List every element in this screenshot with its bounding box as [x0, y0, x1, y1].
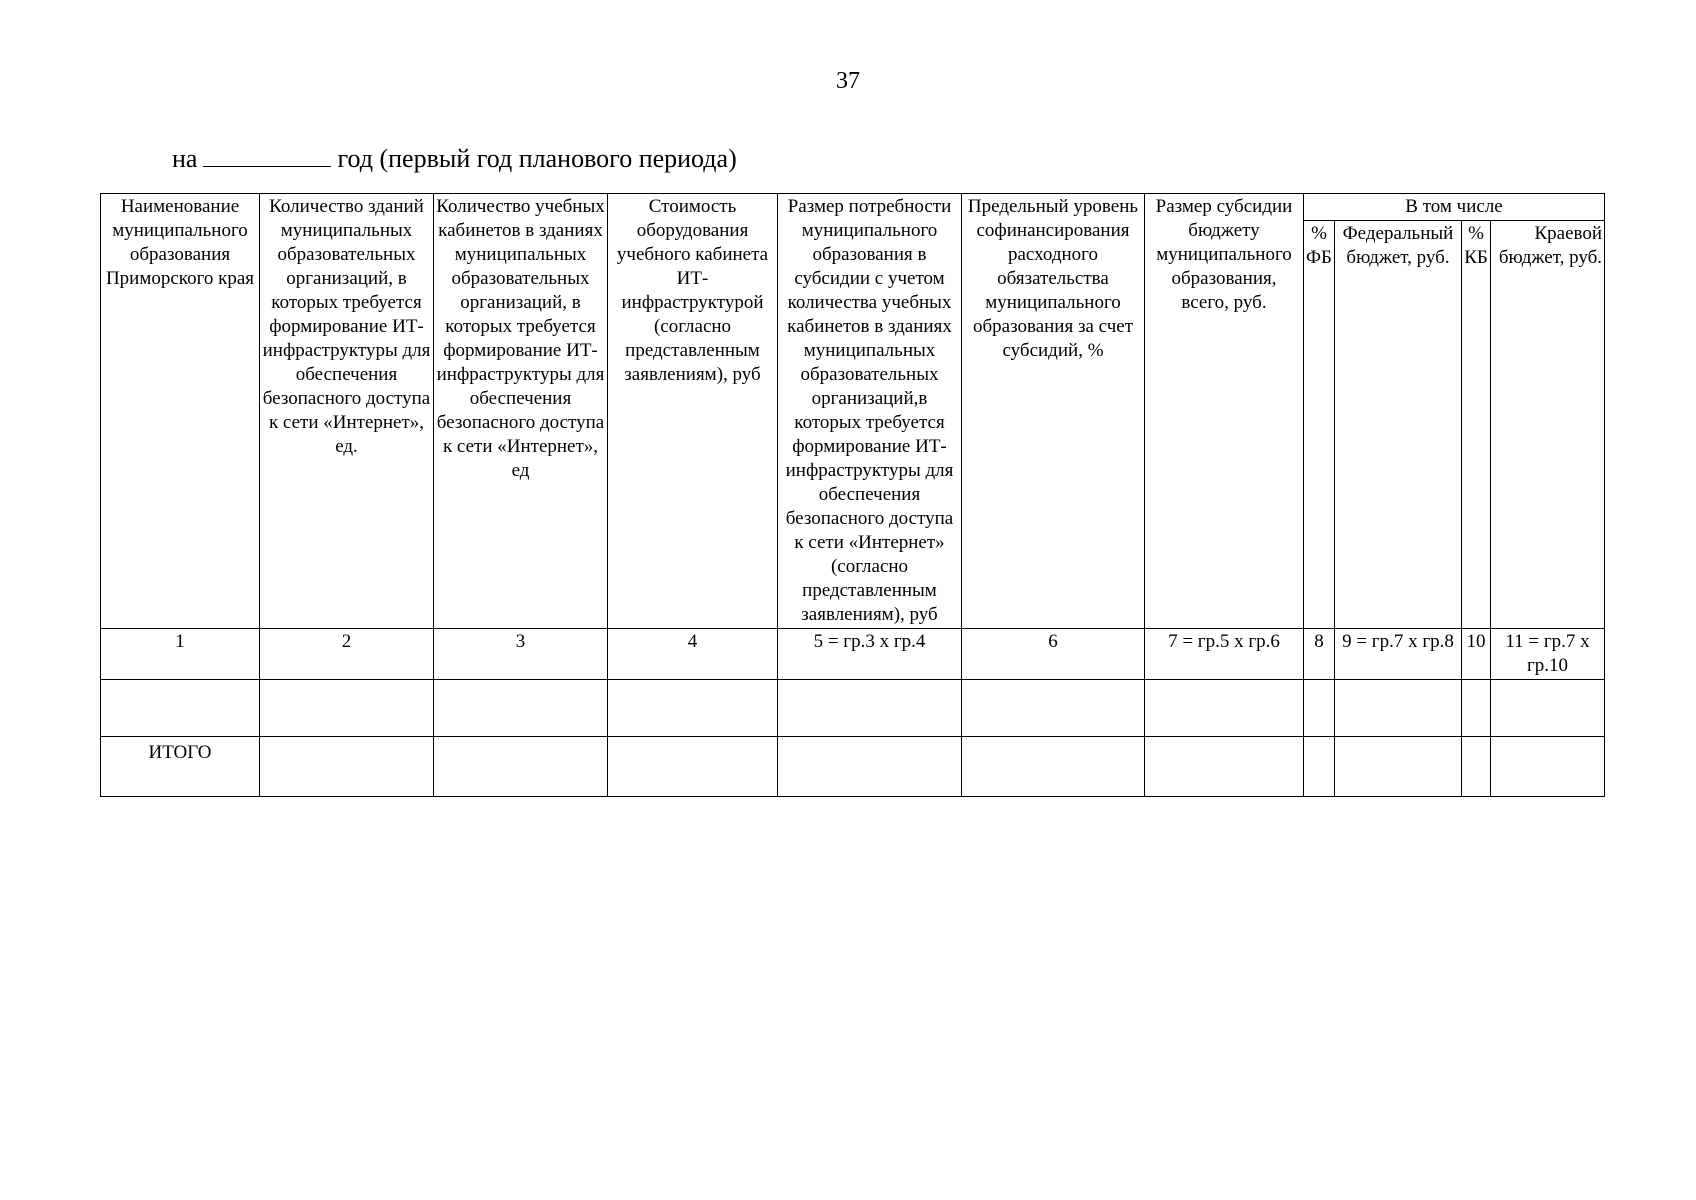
- numbering-row: [101, 629, 1605, 680]
- empty-cell: [962, 680, 1145, 737]
- column-header: Наименование муниципального образования Приморского края: [101, 194, 260, 629]
- empty-cell: [1491, 737, 1605, 797]
- subcolumn-header: % ФБ: [1304, 221, 1335, 629]
- column-number: 5 = гр.3 х гр.4: [778, 629, 962, 680]
- empty-cell: [1304, 737, 1335, 797]
- empty-cell: [1335, 737, 1462, 797]
- empty-cell: [101, 680, 260, 737]
- column-header: Размер потребности муниципального образования в субсидии с учетом количества учебных кабинетов в зданиях муниципальных образовательных организаций,в которых требуется формирование ИТ-инфраструктуры для обеспечения безопасного доступа к сети «Интернет» (согласно представленным заявлениям), руб: [778, 194, 962, 629]
- column-number: 6: [962, 629, 1145, 680]
- column-number: 2: [260, 629, 434, 680]
- total-label: ИТОГО: [101, 737, 260, 797]
- empty-cell: [1462, 680, 1491, 737]
- column-header: Стоимость оборудования учебного кабинета ИТ-инфраструктурой (согласно представленным заявлениям), руб: [608, 194, 778, 629]
- empty-cell: [1491, 680, 1605, 737]
- empty-cell: [260, 737, 434, 797]
- column-header: Размер субсидии бюджету муниципального образования, всего, руб.: [1145, 194, 1304, 629]
- empty-cell: [1145, 680, 1304, 737]
- empty-cell: [778, 737, 962, 797]
- heading-prefix: на: [172, 144, 198, 173]
- column-number: 11 = гр.7 х гр.10: [1491, 629, 1605, 680]
- group-header: В том числе: [1304, 194, 1605, 221]
- empty-cell: [434, 680, 608, 737]
- column-header: Количество учебных кабинетов в зданиях муниципальных образовательных организаций, в которых требуется формирование ИТ-инфраструктуры для обеспечения безопасного доступа к сети «Интернет», ед: [434, 194, 608, 629]
- subcolumn-header: % КБ: [1462, 221, 1491, 629]
- column-number: 7 = гр.5 х гр.6: [1145, 629, 1304, 680]
- column-number: 1: [101, 629, 260, 680]
- year-blank-line: [203, 148, 331, 167]
- empty-data-row: [101, 680, 1605, 737]
- column-header: Количество зданий муниципальных образовательных организаций, в которых требуется формирование ИТ-инфраструктуры для обеспечения безопасного доступа к сети «Интернет», ед.: [260, 194, 434, 629]
- column-number: 8: [1304, 629, 1335, 680]
- column-number: 4: [608, 629, 778, 680]
- subcolumn-header: Краевой бюджет, руб.: [1491, 221, 1605, 629]
- heading-suffix: год (первый год планового периода): [337, 144, 737, 173]
- column-number: 10: [1462, 629, 1491, 680]
- empty-cell: [962, 737, 1145, 797]
- header-row: [101, 194, 1605, 221]
- empty-cell: [608, 737, 778, 797]
- empty-cell: [1335, 680, 1462, 737]
- page-number: 37: [836, 68, 860, 94]
- empty-cell: [778, 680, 962, 737]
- column-number: 3: [434, 629, 608, 680]
- subsidy-table: [100, 193, 1605, 797]
- empty-cell: [1145, 737, 1304, 797]
- empty-cell: [434, 737, 608, 797]
- empty-cell: [1462, 737, 1491, 797]
- column-number: 9 = гр.7 х гр.8: [1335, 629, 1462, 680]
- total-row: [101, 737, 1605, 797]
- empty-cell: [608, 680, 778, 737]
- subcolumn-header: Федеральный бюджет, руб.: [1335, 221, 1462, 629]
- empty-cell: [1304, 680, 1335, 737]
- column-header: Предельный уровень софинансирования расходного обязательства муниципального образования за счет субсидий, %: [962, 194, 1145, 629]
- table-heading: [172, 144, 737, 174]
- empty-cell: [260, 680, 434, 737]
